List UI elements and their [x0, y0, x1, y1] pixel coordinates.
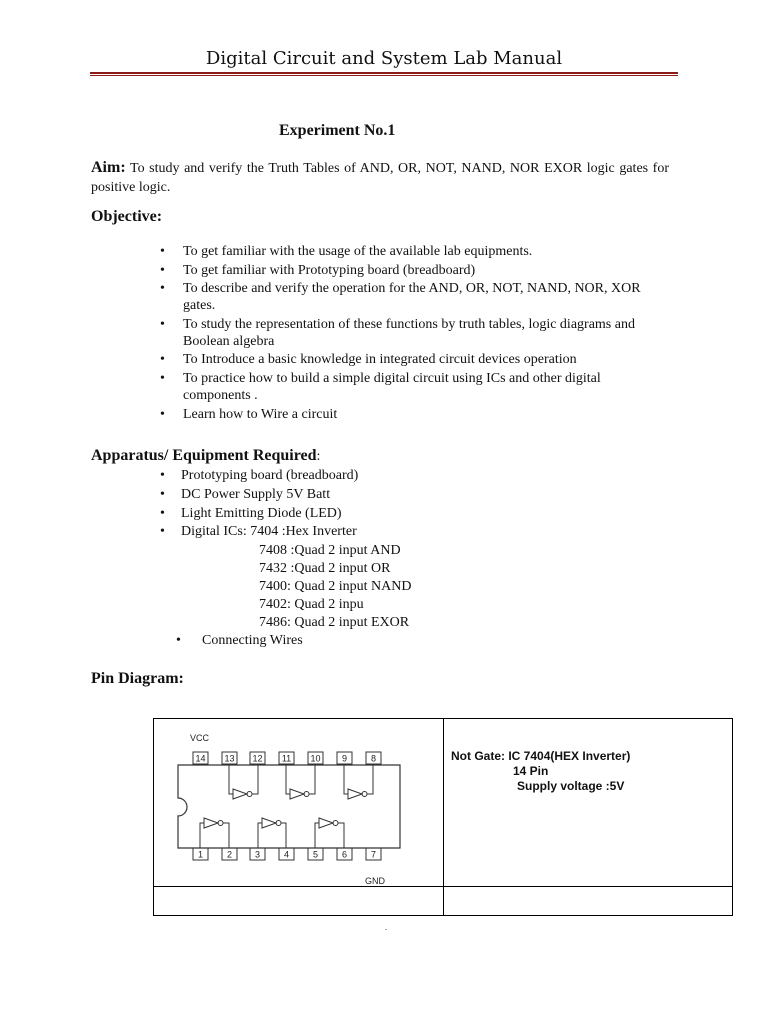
wire — [229, 764, 233, 794]
chip-pin-top-14 — [193, 752, 208, 764]
svg-text:4: 4 — [283, 849, 290, 860]
inverter-gate-icon — [204, 818, 223, 828]
pin-diagram-heading: Pin Diagram: — [91, 670, 184, 687]
list-item: • Digital ICs: 7404 :Hex Inverter — [160, 523, 660, 542]
wire — [315, 823, 319, 848]
svg-text:14: 14 — [195, 753, 206, 764]
inverter-gate-icon — [319, 818, 338, 828]
ic-item: 7402: Quad 2 inpu — [259, 597, 364, 612]
list-item: • To describe and verify the operation for the AND, OR, NOT, NAND, NOR, XOR gates. — [160, 280, 660, 314]
chip-pin-top-12 — [250, 752, 265, 764]
svg-text:10: 10 — [310, 753, 321, 764]
chip-pin-bottom-6 — [337, 848, 352, 860]
svg-text:2: 2 — [226, 849, 233, 860]
svg-text:9: 9 — [341, 753, 348, 764]
ic-item: 7486: Quad 2 input EXOR — [259, 615, 410, 630]
footer-mark: . — [385, 923, 387, 932]
aim-paragraph — [91, 158, 669, 197]
list-item: • To practice how to build a simple digital circuit using ICs and other digital components . — [160, 370, 660, 404]
header-divider — [90, 72, 678, 76]
apparatus-heading-colon: : — [316, 449, 321, 464]
wire — [286, 764, 290, 794]
inverter-gate-icon — [233, 789, 252, 799]
bullet-icon: • — [176, 633, 181, 648]
ic-item: 7432 :Quad 2 input OR — [259, 561, 391, 576]
list-item: • To get familiar with Prototyping board (breadboard) — [160, 262, 660, 279]
svg-text:7: 7 — [370, 849, 377, 860]
page-header-title: Digital Circuit and System Lab Manual — [205, 48, 563, 69]
apparatus-heading — [91, 447, 320, 465]
svg-text:6: 6 — [341, 849, 348, 860]
list-item: • To get familiar with the usage of the available lab equipments. — [160, 243, 660, 260]
chip-pin-bottom-4 — [279, 848, 294, 860]
chip-pin-top-13 — [222, 752, 237, 764]
chip-pin-bottom-5 — [308, 848, 323, 860]
aim-label: Aim: — [91, 159, 126, 176]
objective-heading: Objective: — [91, 208, 163, 225]
svg-text:5: 5 — [312, 849, 319, 860]
chip-pin-bottom-1 — [193, 848, 208, 860]
svg-text:8: 8 — [370, 753, 377, 764]
chip-pin-top-11 — [279, 752, 294, 764]
wire — [223, 823, 229, 848]
chip-pin-top-10 — [308, 752, 323, 764]
svg-text:12: 12 — [252, 753, 263, 764]
list-item: • To Introduce a basic knowledge in integrated circuit devices operation — [160, 351, 660, 368]
vcc-label: VCC — [190, 733, 210, 743]
list-item: • To study the representation of these functions by truth tables, logic diagrams and Boolean algebra — [160, 316, 660, 350]
wire — [200, 823, 204, 848]
ic-list — [259, 542, 411, 632]
ic-item: 7408 :Quad 2 input AND — [259, 543, 401, 558]
wire — [258, 823, 262, 848]
chip-pin-top-8 — [366, 752, 381, 764]
wire — [281, 823, 286, 848]
apparatus-heading-text: Apparatus/ Equipment Required — [91, 447, 317, 464]
chip-pin-top-9 — [337, 752, 352, 764]
pin-count: 14 Pin — [513, 764, 549, 778]
wire — [309, 764, 315, 794]
chip-pin-bottom-3 — [250, 848, 265, 860]
objective-list — [160, 243, 660, 424]
wire — [367, 764, 373, 794]
ic-item: 7400: Quad 2 input NAND — [259, 579, 412, 594]
wire — [252, 764, 258, 794]
connecting-wires-label: Connecting Wires — [202, 633, 303, 648]
svg-text:3: 3 — [254, 849, 261, 860]
chip-pin-bottom-2 — [222, 848, 237, 860]
apparatus-list — [160, 467, 660, 542]
not-gate-description — [451, 749, 630, 794]
svg-text:11: 11 — [281, 753, 292, 764]
wire — [338, 823, 344, 848]
aim-text: To study and verify the Truth Tables of AND, OR, NOT, NAND, NOR EXOR logic gates for positive logic. — [91, 161, 670, 195]
inverter-gate-icon — [348, 789, 367, 799]
svg-text:1: 1 — [197, 849, 204, 860]
inverter-gate-icon — [262, 818, 281, 828]
supply-voltage: Supply voltage :5V — [517, 779, 625, 793]
chip-pin-bottom-7 — [366, 848, 381, 860]
wire — [344, 764, 348, 794]
inverter-gate-icon — [290, 789, 309, 799]
svg-text:13: 13 — [224, 753, 235, 764]
list-item: • DC Power Supply 5V Batt — [160, 486, 660, 505]
ic-7404-pin-diagram — [170, 728, 410, 888]
list-item: • Light Emitting Diode (LED) — [160, 505, 660, 524]
experiment-title: Experiment No.1 — [279, 122, 396, 139]
chip-body — [178, 765, 400, 848]
list-item: • Learn how to Wire a circuit — [160, 406, 660, 423]
gnd-label: GND — [365, 876, 385, 886]
list-item: • Prototyping board (breadboard) — [160, 467, 660, 486]
not-gate-title: Not Gate: IC 7404(HEX Inverter) — [451, 749, 631, 763]
